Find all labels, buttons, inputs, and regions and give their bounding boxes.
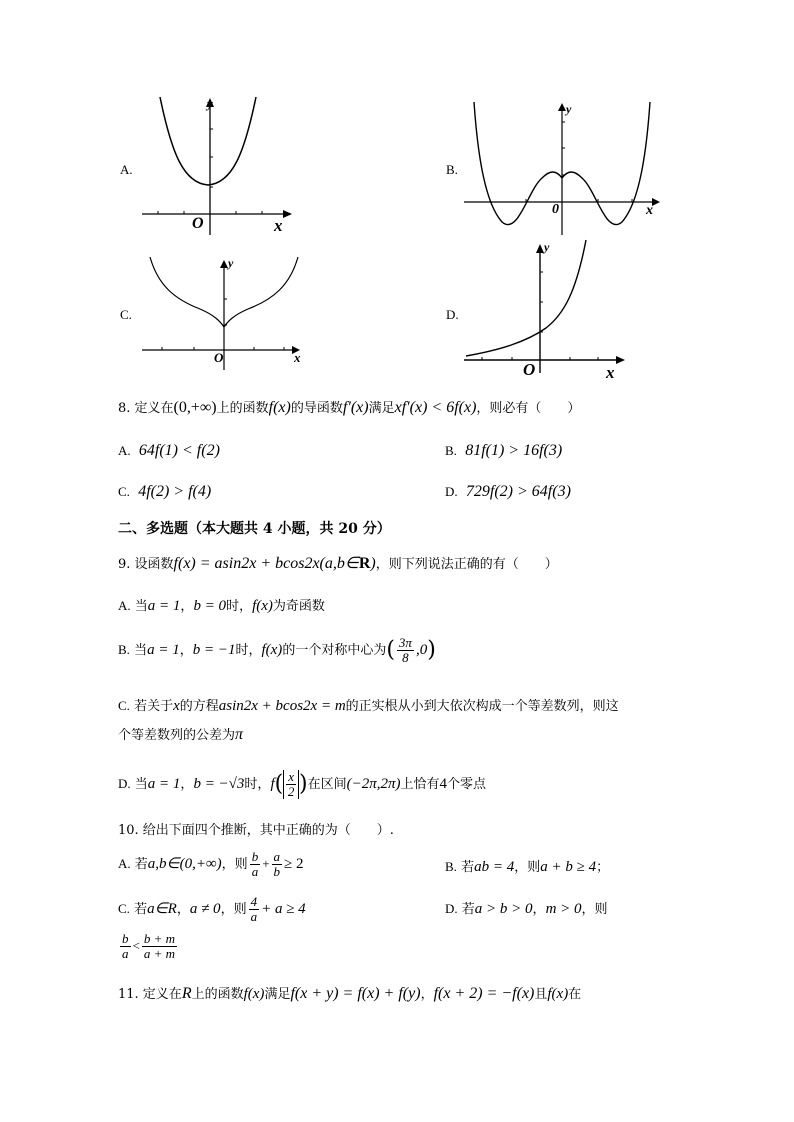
q10-stem: 10. 给出下面四个推断，其中正确的为（ ）. [118,823,394,838]
graph-d-x-label: x [606,363,615,382]
graph-d-y-label: y [544,240,550,254]
q10-option-d-formula: $\frac{b}{a}$ < $\frac{b + m}{a + m}$ [122,931,176,961]
graph-a-origin: O [192,215,204,232]
graph-b-x-arrow [652,198,660,206]
section-heading: 二、多选题（本大题共 4 小题，共 20 分） [118,521,391,537]
q8-option-c: C. 4f(2) > f(4) [118,483,212,500]
graph-d-x-arrow [616,356,625,364]
q9-stem: 9. 设函数f(x) = asin2x + bcos2x(a,b∈R)，则下列说法正确的有（ ） [118,555,558,572]
q9-option-d: D. 当a = 1，b = −√3时，f( $\frac{x}{2}$ )在区间(−2π,2π)上恰有4个零点 [118,769,487,799]
graph-d-y-arrow [536,244,544,253]
q9-option-c-line2: 个等差数列的公差为π [118,726,244,743]
q8-option-a: A. 64f(1) < f(2) [118,442,220,459]
graph-a-x-arrow [283,210,292,218]
graph-d-label: D. [446,307,459,322]
graph-c-label: C. [120,307,132,322]
graph-b-y-label: y [566,102,572,116]
q10-option-a: A. 若a,b∈(0,+∞)，则 $\frac{b}{a}$ + $\frac{a}{b}$ ≥ 2 [118,849,304,879]
q8-option-b: B. 81f(1) > 16f(3) [445,442,563,459]
graph-a-label: A. [120,162,133,177]
q8-option-d: D. 729f(2) > 64f(3) [445,483,571,500]
graph-b [460,100,670,240]
graph-b-x-label: x [646,203,653,218]
graph-b-y-arrow [558,103,566,111]
graph-c-y-arrow [220,260,228,268]
graph-b-origin: 0 [552,202,559,217]
q10-option-b: B. 若ab = 4，则a + b ≥ 4； [445,859,610,875]
graph-d-curve [466,240,586,356]
graph-b-label: B. [446,162,458,177]
q9-option-b: B. 当a = 1，b = −1时，f(x)的一个对称中心为( $\frac{3\pi}{8}$ ,0) [118,635,436,665]
graph-a-x-label: x [274,216,283,235]
q10-option-d: D. 若a > b > 0，m > 0，则 [445,901,608,917]
graph-d-origin: O [523,360,536,379]
q11-stem: 11. 定义在R上的函数f(x)满足f(x + y) = f(x) + f(y)，f(x + 2) = −f(x)且f(x)在 [118,985,582,1002]
graph-c-origin: O [214,350,224,365]
graph-c-x-label: x [294,350,301,365]
graph-c-y-label: y [228,256,234,270]
q10-option-c: C. 若a∈R，a ≠ 0，则 $\frac{4}{a}$ + a ≥ 4 [118,894,306,924]
q8-stem: 8. 定义在(0,+∞)上的函数f(x)的导函数f′(x)满足xf′(x) < 6f(x)，则必有（ ） [118,399,581,416]
graph-d [460,238,635,378]
graph-a-y-label: y [207,96,213,111]
q9-option-a: A. 当a = 1，b = 0时，f(x)为奇函数 [118,598,325,614]
graph-c [140,255,310,375]
q9-option-c-line1: C. 若关于x的方程asin2x + bcos2x = m的正实根从小到大依次构成一个等差数列，则这 [118,698,619,714]
